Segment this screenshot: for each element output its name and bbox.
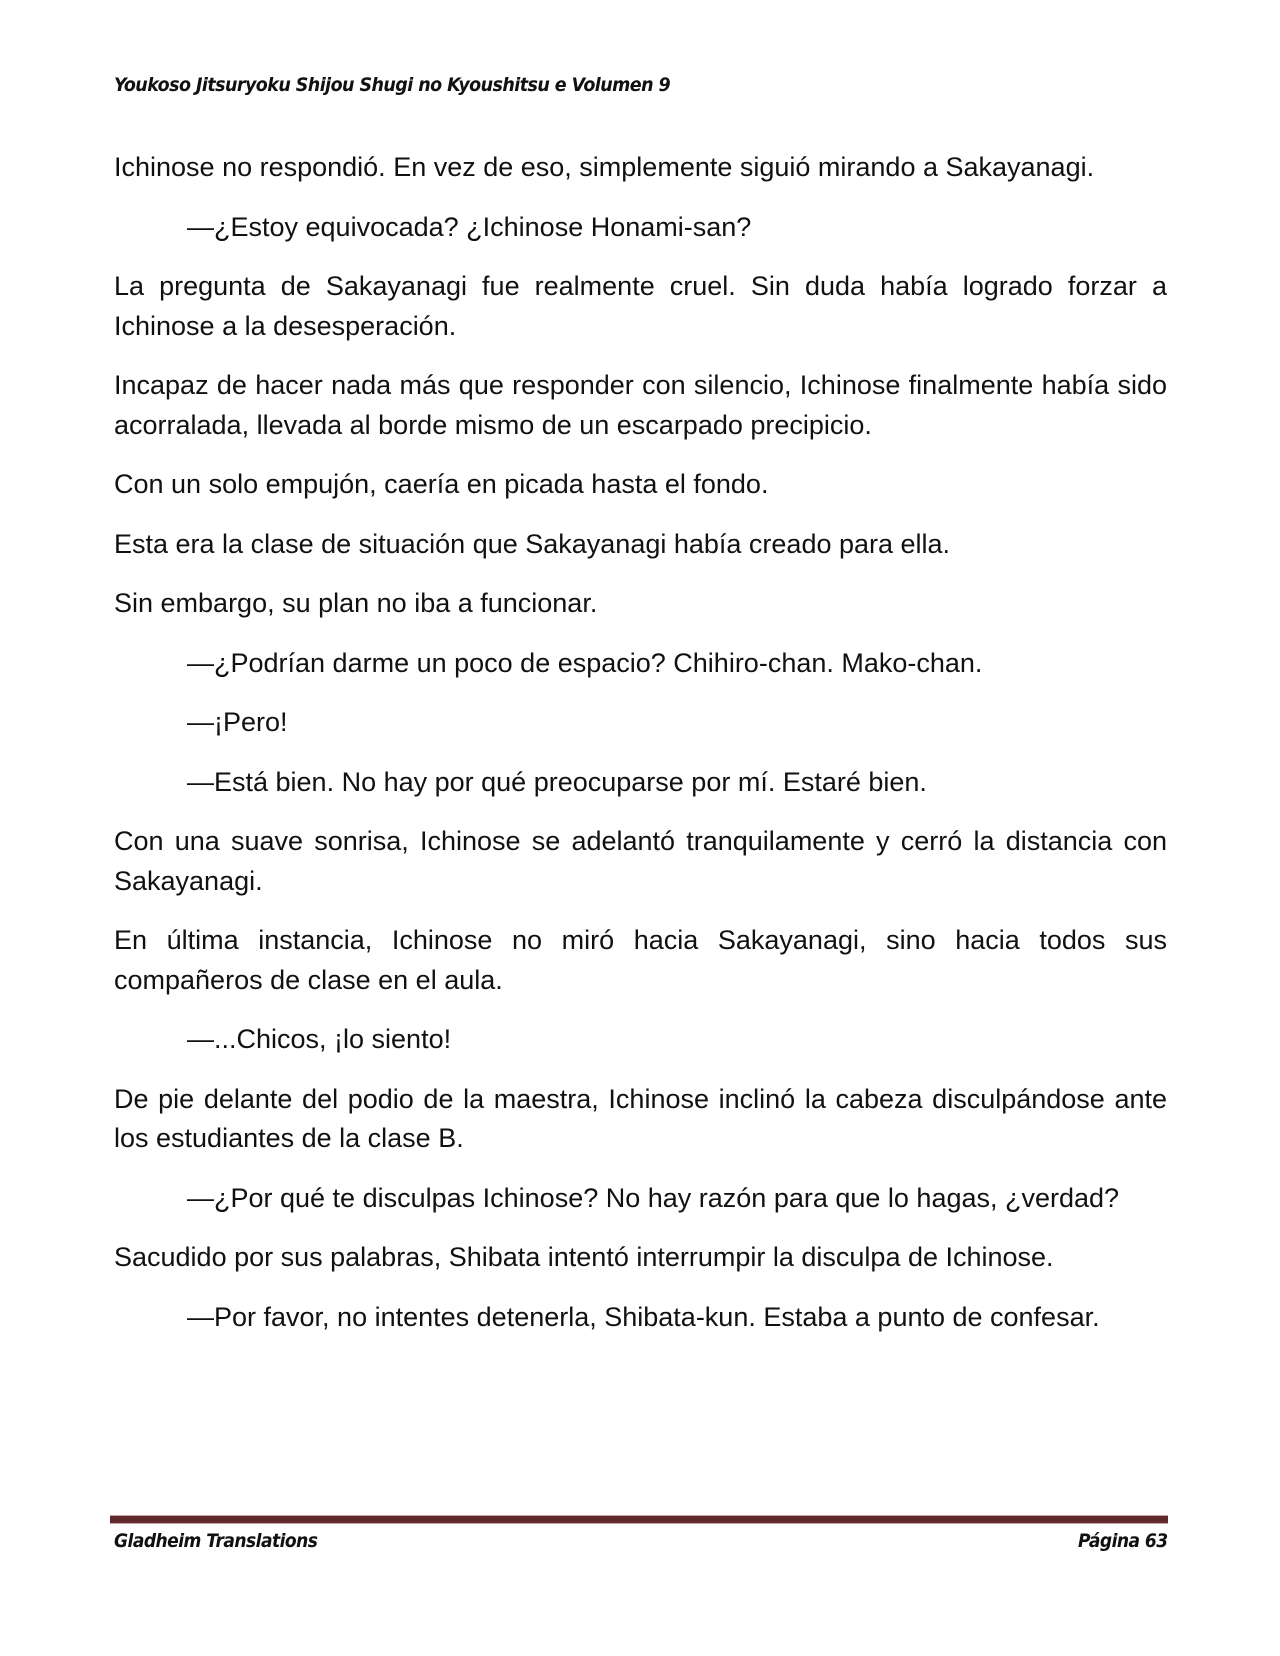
running-header: Youkoso Jitsuryoku Shijou Shugi no Kyoushitsu e Volumen 9 xyxy=(114,74,671,96)
dialogue-line: —¡Pero! xyxy=(187,707,288,737)
paragraph: Sacudido por sus palabras, Shibata intentó interrumpir la disculpa de Ichinose. xyxy=(114,1242,1054,1272)
dialogue-line: —Por favor, no intentes detenerla, Shibata-kun. Estaba a punto de confesar. xyxy=(187,1301,1100,1332)
paragraph: Sin embargo, su plan no iba a funcionar. xyxy=(114,588,598,618)
paragraph: Con un solo empujón, caería en picada hasta el fondo. xyxy=(114,469,769,499)
paragraph: En última instancia, Ichinose no miró hacia Sakayanagi, sino hacia todos sus compañeros de clase en el aula. xyxy=(114,925,1167,995)
paragraph: Con una suave sonrisa, Ichinose se adelantó tranquilamente y cerró la distancia con Sakayanagi. xyxy=(114,826,1167,896)
paragraph: Esta era la clase de situación que Sakayanagi había creado para ella. xyxy=(114,528,951,559)
body-text xyxy=(114,148,1167,1357)
dialogue-line: —¿Podrían darme un poco de espacio? Chihiro-chan. Mako-chan. xyxy=(187,647,983,678)
paragraph: De pie delante del podio de la maestra, Ichinose inclinó la cabeza disculpándose ante los estudiantes de la clase B. xyxy=(114,1083,1167,1153)
dialogue-line: —¿Estoy equivocada? ¿Ichinose Honami-san? xyxy=(187,211,752,242)
page-number: Página 63 xyxy=(1078,1530,1168,1552)
dialogue-line: —...Chicos, ¡lo siento! xyxy=(187,1024,452,1054)
footer-divider xyxy=(110,1515,1168,1524)
dialogue-line: —¿Por qué te disculpas Ichinose? No hay razón para que lo hagas, ¿verdad? xyxy=(187,1182,1120,1213)
dialogue-line: —Está bien. No hay por qué preocuparse por mí. Estaré bien. xyxy=(187,766,927,797)
paragraph: La pregunta de Sakayanagi fue realmente cruel. Sin duda había logrado forzar a Ichinose a la desesperación. xyxy=(114,271,1167,341)
paragraph: Incapaz de hacer nada más que responder con silencio, Ichinose finalmente había sido acorralada, llevada al borde mismo de un escarpado precipicio. xyxy=(114,370,1167,440)
footer-publisher: Gladheim Translations xyxy=(114,1530,318,1552)
paragraph: Ichinose no respondió. En vez de eso, simplemente siguió mirando a Sakayanagi. xyxy=(114,152,1095,182)
